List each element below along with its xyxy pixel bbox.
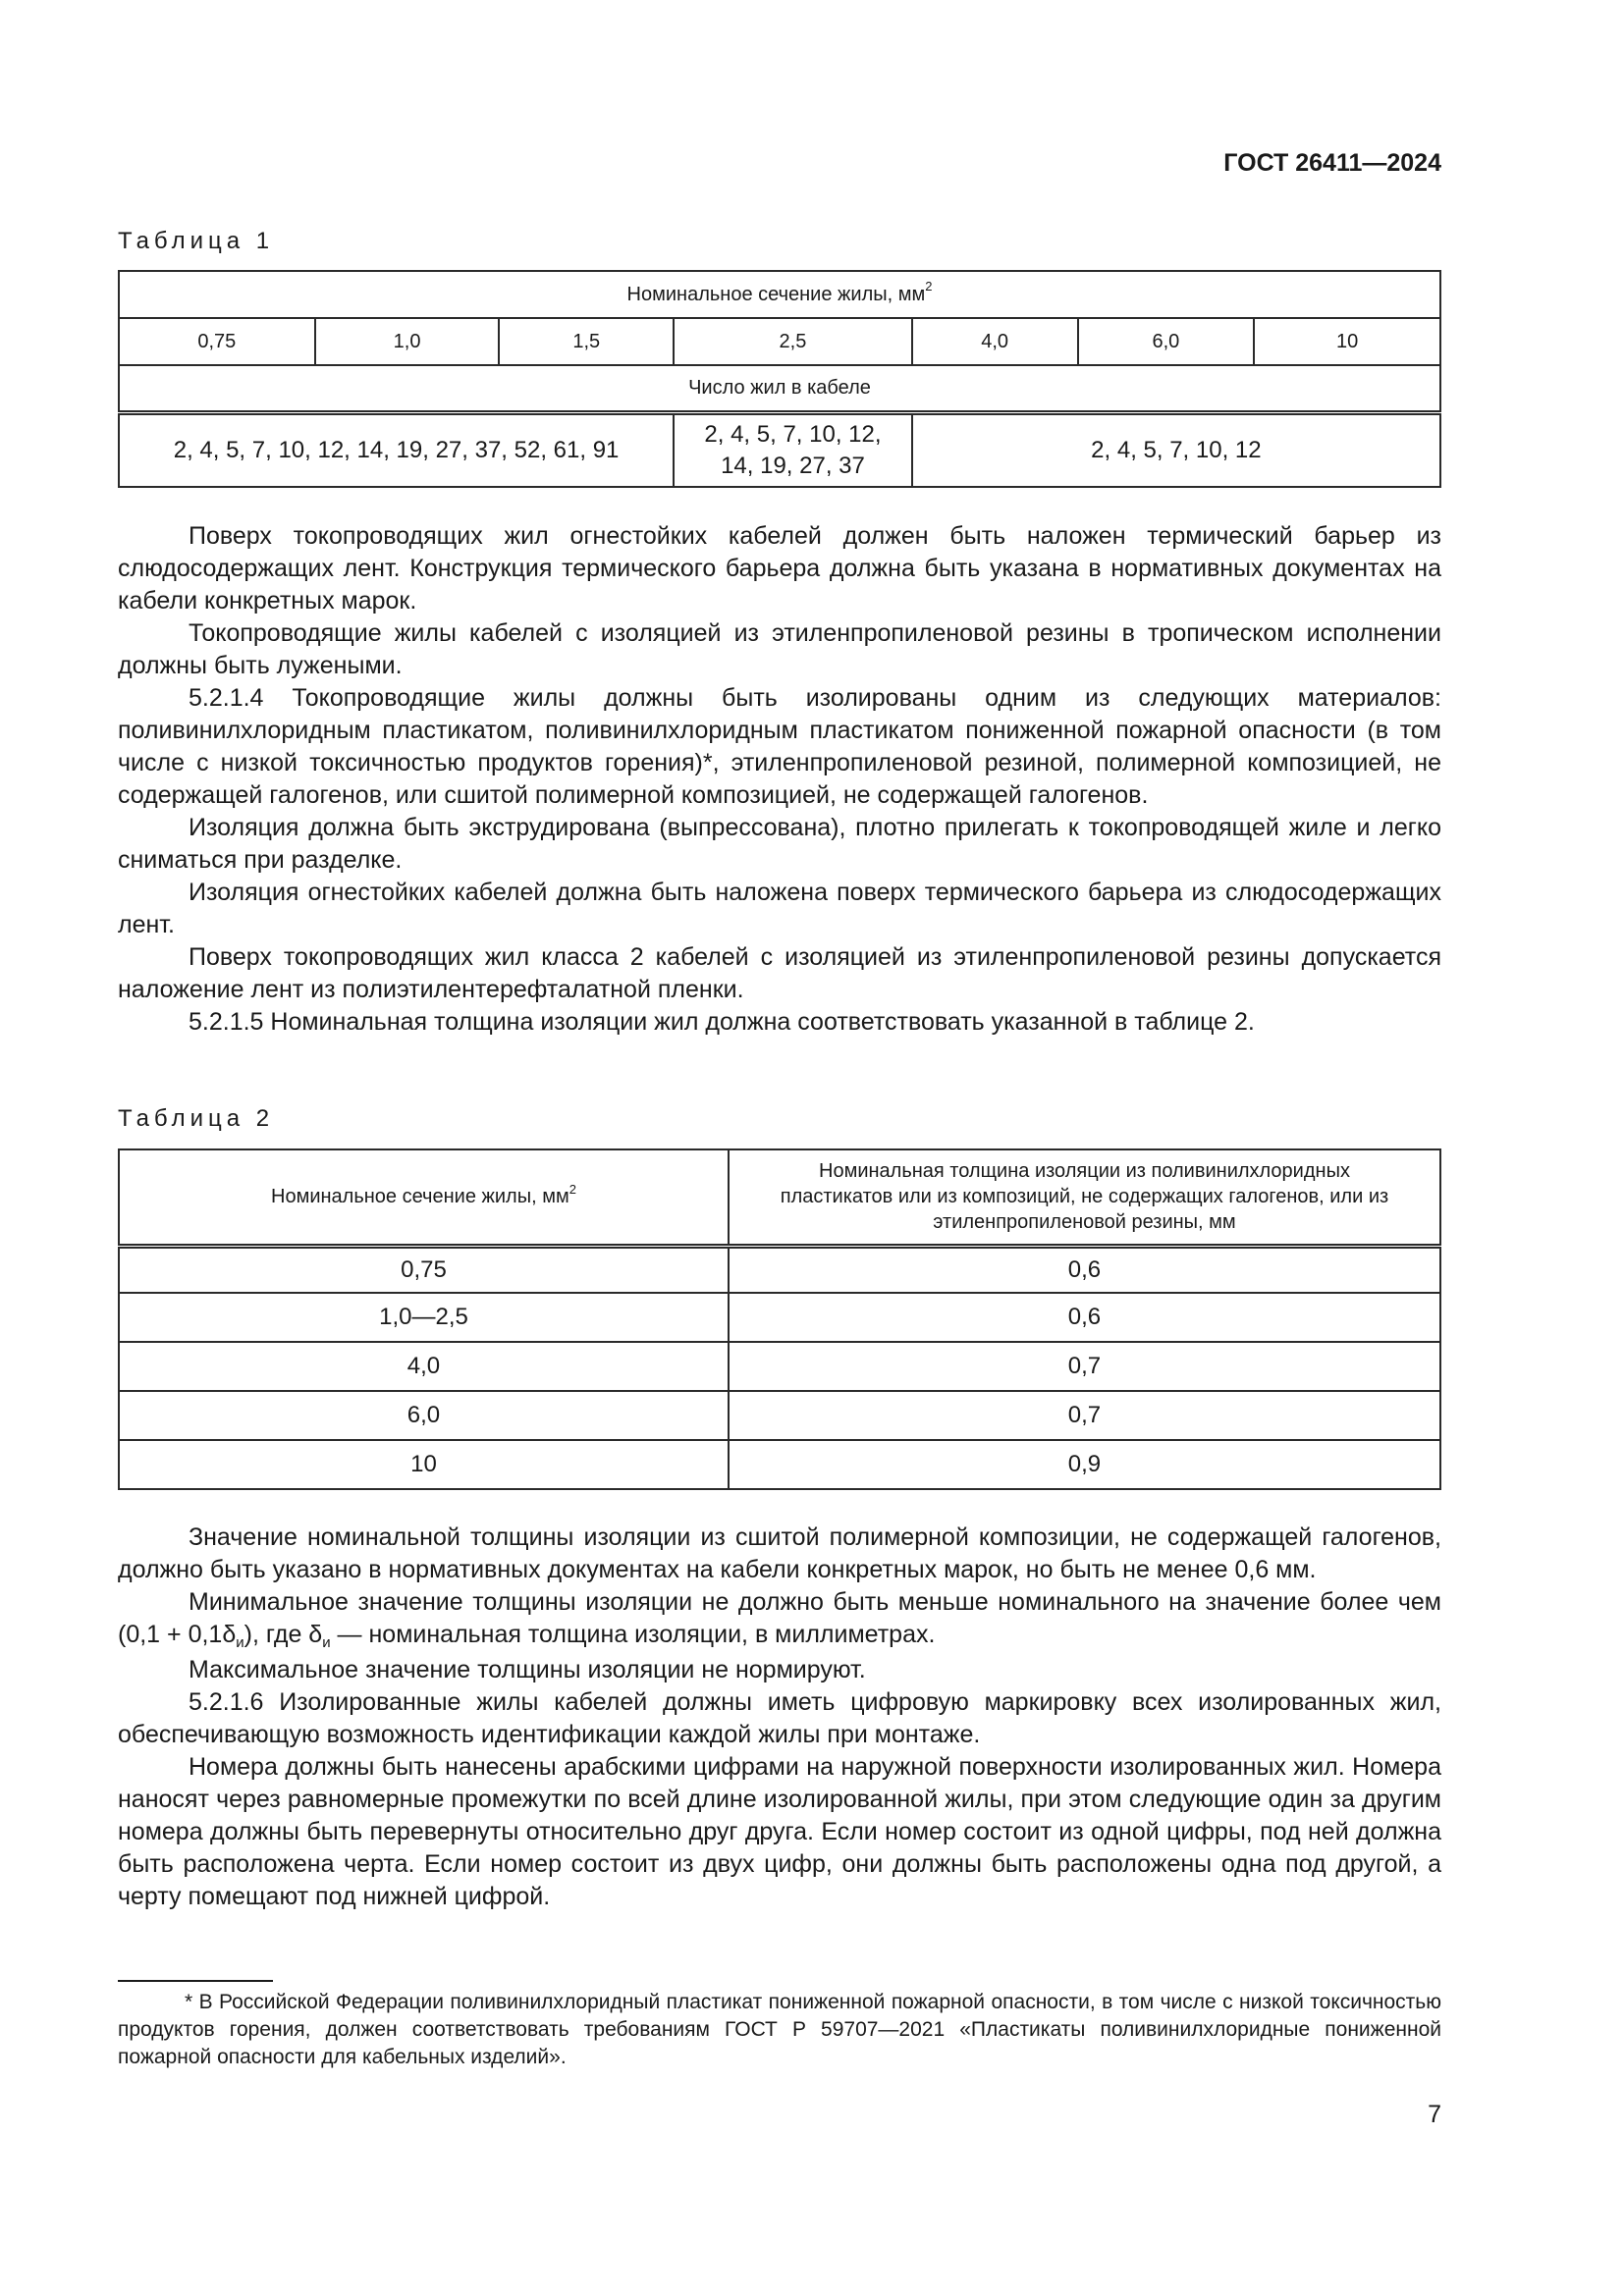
table1-section-cell: 0,75 [119,318,315,365]
table-row [119,1440,1440,1489]
table2-section-cell: 6,0 [119,1391,729,1440]
paragraph: Минимальное значение толщины изоляции не должно быть меньше номинального на значение более чем $(0,1 + 0,1\delta_и)$, где $\delta_и$ — номинальная толщина изоляции, в миллиметрах. [118,1588,1441,1651]
paragraph: Токопроводящие жилы кабелей с изоляцией из этиленпропиленовой резины в тропическом исполнении должны быть лужеными. [118,619,1441,679]
table2-col1-header: Номинальное сечение жилы, $мм^2$ [119,1149,729,1246]
paragraph: Поверх токопроводящих жил класса 2 кабелей с изоляцией из этиленпропиленовой резины допускается наложение лент из полиэтилентерефталатной пленки. [118,943,1441,1003]
table1-section-cell: 10 [1254,318,1440,365]
table1-cores-cell: 2, 4, 5, 7, 10, 12, 14, 19, 27, 37, 52, 61, 91 [119,412,674,487]
table-row [119,1246,1440,1293]
paragraph: Номера должны быть нанесены арабскими цифрами на наружной поверхности изолированных жил. Номера наносят через равномерные промежутки по всей длине изолированной жилы, при этом следующие один за другим номера должны быть перевернуты относительно друг друга. Если номер состоит из одной цифры, под ней должна быть расположена черта. Если номер состоит из двух цифр, они должны быть расположены одна под другой, а черту помещают под нижней цифрой. [118,1753,1441,1910]
paragraph: Изоляция должна быть экструдирована (выпрессована), плотно прилегать к токопроводящей жиле и легко сниматься при разделке. [118,814,1441,874]
paragraph: Значение номинальной толщины изоляции из сшитой полимерной композиции, не содержащей галогенов, должно быть указано в нормативных документах на кабели конкретных марок, но быть не менее 0,6 мм. [118,1523,1441,1583]
body-text-2 [118,1522,1441,1913]
paragraph: 5.2.1.6 Изолированные жилы кабелей должны иметь цифровую маркировку всех изолированных жил, обеспечивающую возможность идентификации каждой жилы при монтаже. [118,1688,1441,1748]
table2-section-cell: 0,75 [119,1246,729,1293]
table1-sections-row [119,318,1440,365]
table-row [119,1342,1440,1391]
table1-section-cell: 1,0 [315,318,500,365]
table1-section-cell: 6,0 [1078,318,1255,365]
paragraph: Максимальное значение толщины изоляции не нормируют. [189,1656,866,1683]
table1-subheader: Число жил в кабеле [119,365,1440,412]
body-text-1 [118,520,1441,1039]
table1-section-cell: 4,0 [912,318,1078,365]
page-number: 7 [1428,2101,1441,2128]
table2-col2-header: Номинальная толщина изоляции из поливинилхлоридных пластикатов или из композиций, не содержащих галогенов, или из этиленпропиленовой резины, мм [729,1149,1440,1246]
table1-cores-cell: 2, 4, 5, 7, 10, 12, 14, 19, 27, 37 [674,412,912,487]
table2-section-cell: 1,0—2,5 [119,1293,729,1342]
table1-section-cell: 1,5 [499,318,674,365]
footnote-text: * В Российской Федерации поливинилхлоридный пластикат пониженной пожарной опасности, в том числе с низкой токсичностью продуктов горения, должен соответствовать требованиям ГОСТ Р 59707—2021 «Пластикаты поливинилхлоридные пониженной пожарной опасности для кабельных изделий». [118,1991,1441,2068]
table2-thickness-cell: 0,6 [729,1246,1440,1293]
table-row [119,1293,1440,1342]
paragraph: Изоляция огнестойких кабелей должна быть наложена поверх термического барьера из слюдосодержащих лент. [118,879,1441,938]
table1-section-cell: 2,5 [674,318,912,365]
table2-header-row [119,1149,1440,1246]
table1-cores-row [119,412,1440,487]
table2-section-cell: 4,0 [119,1342,729,1391]
table1-header: Номинальное сечение жилы, $мм^2$ [119,271,1440,318]
paragraph: 5.2.1.4 Токопроводящие жилы должны быть изолированы одним из следующих материалов: поливинилхлоридным пластикатом, поливинилхлоридным пластикатом пониженной пожарной опасности (в том числе с низкой токсичностью продуктов горения)*, этиленпропиленовой резиной, полимерной композицией, не содержащей галогенов, или сшитой полимерной композицией, не содержащей галогенов. [118,684,1441,809]
paragraph: 5.2.1.5 Номинальная толщина изоляции жил должна соответствовать указанной в таблице 2. [189,1008,1255,1036]
paragraph: Поверх токопроводящих жил огнестойких кабелей должен быть наложен термический барьер из слюдосодержащих лент. Конструкция термического барьера должна быть указана в нормативных документах на кабели конкретных марок. [118,522,1441,614]
table2-caption: Таблица 2 [118,1105,275,1132]
table2-thickness-cell: 0,6 [729,1293,1440,1342]
table1-cores-cell: 2, 4, 5, 7, 10, 12 [912,412,1440,487]
table2-thickness-cell: 0,9 [729,1440,1440,1489]
table2 [118,1148,1441,1490]
footnote-divider [118,1980,273,1982]
table-row [119,1391,1440,1440]
table2-section-cell: 10 [119,1440,729,1489]
document-code: ГОСТ 26411—2024 [1223,149,1441,177]
footnote [118,1989,1441,2071]
table1 [118,270,1441,488]
table1-caption: Таблица 1 [118,228,275,254]
table2-thickness-cell: 0,7 [729,1391,1440,1440]
table2-thickness-cell: 0,7 [729,1342,1440,1391]
